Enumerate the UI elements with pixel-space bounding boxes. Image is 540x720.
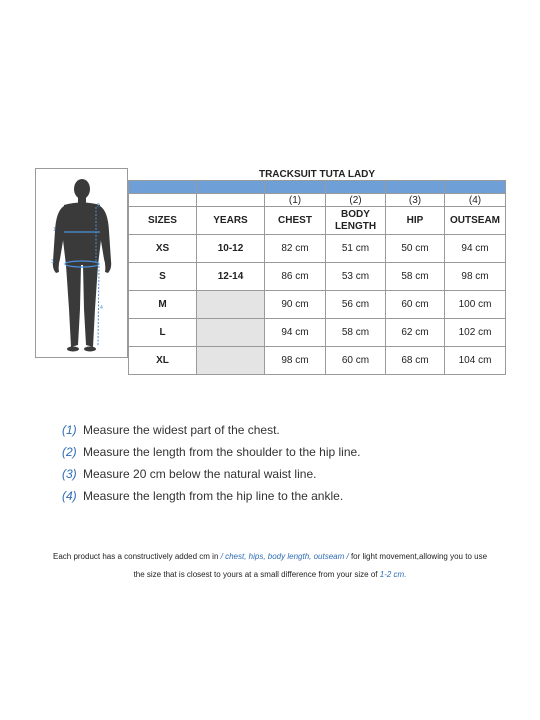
human-figure-icon xyxy=(36,169,127,357)
note-text: Measure the length from the shoulder to the hip line. xyxy=(83,445,361,459)
header-hip: HIP xyxy=(386,207,445,235)
measurement-notes xyxy=(62,423,361,511)
marker-3: 3 xyxy=(51,259,54,265)
body-length-cell: 51 cm xyxy=(326,235,386,263)
measure-number-chest: (1) xyxy=(265,194,326,207)
marker-1: 1 xyxy=(53,227,56,233)
years-cell xyxy=(197,319,265,347)
measure-number-body-length: (2) xyxy=(326,194,386,207)
header-outseam: OUTSEAM xyxy=(445,207,506,235)
chest-cell: 94 cm xyxy=(265,319,326,347)
size-cell: S xyxy=(129,263,197,291)
footer-line-1: Each product has a constructively added cm in / chest, hips, body length, outseam / for light movement,allowing you to use xyxy=(52,552,488,561)
chest-cell: 82 cm xyxy=(265,235,326,263)
measure-number-row xyxy=(129,194,506,207)
header-chest: CHEST xyxy=(265,207,326,235)
footer-note xyxy=(20,548,520,584)
note-item xyxy=(62,467,361,489)
note-number: (3) xyxy=(62,467,77,481)
chest-cell: 90 cm xyxy=(265,291,326,319)
table-row xyxy=(129,291,506,319)
size-cell: M xyxy=(129,291,197,319)
table-row xyxy=(129,263,506,291)
note-item xyxy=(62,445,361,467)
table-title: TRACKSUIT TUTA LADY xyxy=(129,168,506,181)
chest-cell: 98 cm xyxy=(265,347,326,375)
body-length-cell: 53 cm xyxy=(326,263,386,291)
outseam-cell: 94 cm xyxy=(445,235,506,263)
body-length-cell: 60 cm xyxy=(326,347,386,375)
measure-number-outseam: (4) xyxy=(445,194,506,207)
outseam-cell: 104 cm xyxy=(445,347,506,375)
outseam-cell: 102 cm xyxy=(445,319,506,347)
hip-cell: 50 cm xyxy=(386,235,445,263)
table-row xyxy=(129,235,506,263)
outseam-cell: 100 cm xyxy=(445,291,506,319)
note-item xyxy=(62,489,361,511)
header-sizes: SIZES xyxy=(129,207,197,235)
size-chart-table xyxy=(128,168,506,375)
measure-number-hip: (3) xyxy=(386,194,445,207)
header-years: YEARS xyxy=(197,207,265,235)
years-cell xyxy=(197,347,265,375)
note-text: Measure the widest part of the chest. xyxy=(83,423,280,437)
note-text: Measure 20 cm below the natural waist line. xyxy=(83,467,317,481)
hip-cell: 68 cm xyxy=(386,347,445,375)
hip-cell: 60 cm xyxy=(386,291,445,319)
size-cell: L xyxy=(129,319,197,347)
marker-2: 2 xyxy=(97,203,100,209)
years-cell: 10-12 xyxy=(197,235,265,263)
note-number: (2) xyxy=(62,445,77,459)
size-cell: XL xyxy=(129,347,197,375)
marker-4: 4 xyxy=(100,305,103,311)
chest-cell: 86 cm xyxy=(265,263,326,291)
header-body-length: BODY LENGTH xyxy=(326,207,386,235)
body-length-cell: 56 cm xyxy=(326,291,386,319)
footer-line-2: the size that is closest to yours at a small difference from your size of 1-2 cm. xyxy=(133,570,407,579)
note-text: Measure the length from the hip line to the ankle. xyxy=(83,489,344,503)
years-cell xyxy=(197,291,265,319)
hip-cell: 58 cm xyxy=(386,263,445,291)
note-number: (4) xyxy=(62,489,77,503)
table-header-row xyxy=(129,207,506,235)
outseam-cell: 98 cm xyxy=(445,263,506,291)
table-row xyxy=(129,319,506,347)
size-cell: XS xyxy=(129,235,197,263)
body-length-cell: 58 cm xyxy=(326,319,386,347)
note-number: (1) xyxy=(62,423,77,437)
body-measurement-figure xyxy=(35,168,128,358)
hip-cell: 62 cm xyxy=(386,319,445,347)
note-item xyxy=(62,423,361,445)
table-title-row xyxy=(129,168,506,181)
years-cell: 12-14 xyxy=(197,263,265,291)
table-accent-row xyxy=(129,181,506,194)
table-row xyxy=(129,347,506,375)
